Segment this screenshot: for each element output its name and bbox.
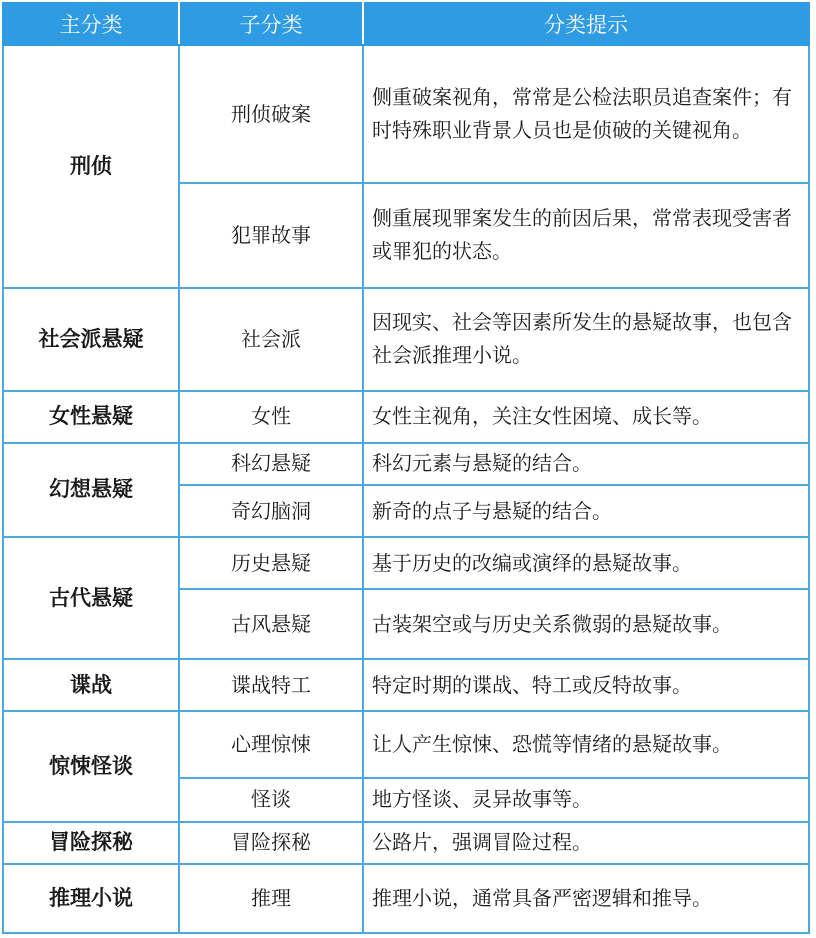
main-category-cell: 冒险探秘 xyxy=(3,822,179,864)
sub-category-cell: 古风悬疑 xyxy=(179,589,363,659)
header-category-hint: 分类提示 xyxy=(363,3,809,45)
sub-category-cell: 冒险探秘 xyxy=(179,822,363,864)
category-hint-cell: 女性主视角，关注女性困境、成长等。 xyxy=(363,391,809,443)
table-row xyxy=(3,711,809,777)
main-category-cell: 谍战 xyxy=(3,659,179,711)
table-row xyxy=(3,443,809,485)
genre-classification-table xyxy=(2,2,810,934)
sub-category-cell: 女性 xyxy=(179,391,363,443)
category-hint-cell: 侧重展现罪案发生的前因后果，常常表现受害者或罪犯的状态。 xyxy=(363,183,809,287)
category-hint-cell: 科幻元素与悬疑的结合。 xyxy=(363,443,809,485)
category-hint-cell: 公路片，强调冒险过程。 xyxy=(363,822,809,864)
sub-category-cell: 怪谈 xyxy=(179,778,363,822)
category-hint-cell: 让人产生惊悚、恐慌等情绪的悬疑故事。 xyxy=(363,711,809,777)
category-hint-cell: 古装架空或与历史关系微弱的悬疑故事。 xyxy=(363,589,809,659)
main-category-cell: 惊悚怪谈 xyxy=(3,711,179,821)
table-header-row xyxy=(3,3,809,45)
table-row xyxy=(3,659,809,711)
main-category-cell: 女性悬疑 xyxy=(3,391,179,443)
table-row xyxy=(3,45,809,183)
sub-category-cell: 社会派 xyxy=(179,288,363,391)
sub-category-cell: 心理惊悚 xyxy=(179,711,363,777)
category-hint-cell: 新奇的点子与悬疑的结合。 xyxy=(363,485,809,537)
table-row xyxy=(3,537,809,589)
sub-category-cell: 犯罪故事 xyxy=(179,183,363,287)
category-hint-cell: 侧重破案视角，常常是公检法职员追查案件；有时特殊职业背景人员也是侦破的关键视角。 xyxy=(363,45,809,183)
main-category-cell: 社会派悬疑 xyxy=(3,288,179,391)
main-category-cell: 刑侦 xyxy=(3,45,179,288)
sub-category-cell: 刑侦破案 xyxy=(179,45,363,183)
main-category-cell: 幻想悬疑 xyxy=(3,443,179,537)
category-hint-cell: 特定时期的谍战、特工或反特故事。 xyxy=(363,659,809,711)
category-hint-cell: 因现实、社会等因素所发生的悬疑故事，也包含社会派推理小说。 xyxy=(363,288,809,391)
sub-category-cell: 奇幻脑洞 xyxy=(179,485,363,537)
category-hint-cell: 基于历史的改编或演绎的悬疑故事。 xyxy=(363,537,809,589)
main-category-cell: 古代悬疑 xyxy=(3,537,179,659)
sub-category-cell: 推理 xyxy=(179,864,363,933)
sub-category-cell: 历史悬疑 xyxy=(179,537,363,589)
category-hint-cell: 地方怪谈、灵异故事等。 xyxy=(363,778,809,822)
header-main-category: 主分类 xyxy=(3,3,179,45)
main-category-cell: 推理小说 xyxy=(3,864,179,933)
sub-category-cell: 科幻悬疑 xyxy=(179,443,363,485)
table-row xyxy=(3,864,809,933)
table-row xyxy=(3,391,809,443)
category-hint-cell: 推理小说，通常具备严密逻辑和推导。 xyxy=(363,864,809,933)
header-sub-category: 子分类 xyxy=(179,3,363,45)
table-row xyxy=(3,288,809,391)
table-row xyxy=(3,822,809,864)
sub-category-cell: 谍战特工 xyxy=(179,659,363,711)
